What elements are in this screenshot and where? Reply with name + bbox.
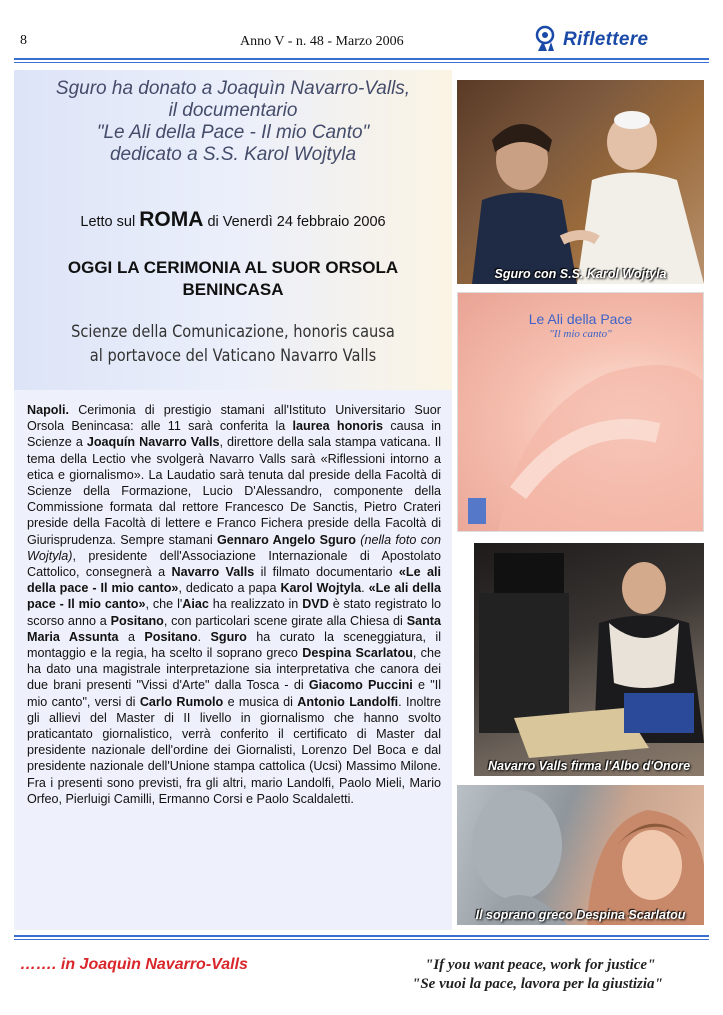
article-run: , direttore della sala stampa vaticana. Il tema della Lectio vhe svolgerà Navarro Valls sarà «Riflessioni intorno a etica e giornalismo». La Laudatio sarà tenuta dal preside della Facoltà di Scienze della Formazione, Lucio D'Alessandro, componente della Commissione formata dal rettore Francesco De Sanctis, Pietro Crateri preside della Facoltà di lettere e Franco Fichera preside della Facoltà di Giurisprudenza. Sempre stamani (27, 435, 442, 547)
article-run: causa in Scienze a (27, 419, 441, 450)
article-run: ha curato la sceneggiatura, il montaggio e la regia, ha scelto il soprano greco (27, 629, 441, 661)
header-rule-thin (14, 62, 709, 63)
article-run: Karol Wojtyla (280, 581, 362, 596)
photo3-caption: Navarro Valls firma l'Albo d'Onore (487, 759, 691, 773)
photo1-caption: Sguro con S.S. Karol Wojtyla (494, 267, 667, 281)
source-date: di Venerdì 24 febbraio 2006 (207, 214, 386, 230)
logo-icon (534, 24, 564, 59)
article-run: Napoli. (27, 403, 69, 417)
article-run: , che ha dato una magistrale interpretazione sia interpretativa che canora dei due brani presenti "Vissi d'Arte" dalla Tosca - di (27, 646, 441, 693)
article-subtitle: Scienze della Comunicazione, honoris causa al portavoce del Vaticano Navarro Valls (71, 322, 395, 366)
page-number: 8 (20, 33, 27, 48)
dvd-title: Le Ali della Pace (528, 311, 633, 327)
article-run: , presidente dell'Associazione Internazionale di Apostolato Cattolico, consegnerà a (27, 548, 441, 580)
article-run: Aiac (182, 597, 209, 612)
magazine-logo: Riflettere (563, 29, 649, 50)
article-run: Joaquín Navarro Valls (86, 435, 220, 450)
article-run: Despina Scarlatou (302, 646, 413, 661)
article-run: Carlo Rumolo (139, 694, 224, 709)
article-run: ha realizzato in (208, 597, 303, 612)
article-run: «Le ali della pace - Il mio canto» (27, 581, 441, 612)
article-run: , dedicato a papa (178, 581, 281, 596)
footer-rule (14, 935, 709, 937)
photo-sguro-wojtyla (457, 80, 704, 284)
dvd-cover (457, 292, 704, 532)
article-run: a (118, 629, 145, 644)
article-run: Antonio Landolfi (297, 694, 399, 709)
quote-english: "If you want peace, work for justice" (425, 957, 656, 973)
article-run: (nella foto con Wojtyla) (27, 532, 441, 563)
footer-title: ……. in Joaquìn Navarro-Valls (20, 956, 248, 973)
header-rule (14, 58, 709, 60)
issue-info: Anno V - n. 48 - Marzo 2006 (240, 34, 404, 49)
photo-navarro-valls-signing (474, 543, 704, 776)
article-run: Sguro (210, 629, 247, 644)
article-run: Gennaro Angelo Sguro (217, 532, 356, 547)
article-run: . Inoltre gli allievi del Master di II livello in giornalismo che hanno svolto praticantato giornalistico, verrà conferito il certificato di Master dal presidente nazionale dell'ordine dei Giornalisti, Lorenzo Del Boca e dal presidente nazionale dell'Unione stampa cattolica (Ucsi) Massimo Milone. Fra i presenti sono previsti, fra gli altri, mario Landolfi, Paolo Mieli, Mario Orfeo, Pierluigi Camilli, Ermanno Corsi e Paolo Scaldaletti. (27, 694, 442, 806)
article-run: e "Il mio canto", versi di (27, 678, 441, 709)
article-run: è stato registrato lo scorso anno a (27, 597, 441, 628)
article-run: il filmato documentario (254, 565, 399, 580)
article-run: , che l' (145, 597, 183, 612)
article-run: Giacomo Puccini (308, 678, 413, 693)
article-run: DVD (302, 597, 329, 612)
article-body (27, 402, 441, 807)
article-run: Cerimonia di prestigio stamani all'Istituto Universitario Suor Orsola Benincasa: alle 11 sarà conferita la (27, 403, 441, 434)
dvd-subtitle: "Il mio canto" (549, 328, 612, 340)
article-run: laurea honoris (292, 419, 384, 434)
article-run: . (197, 629, 211, 644)
footer-rule-thin (14, 939, 709, 940)
article-run: «Le ali della pace - Il mio canto» (27, 565, 441, 596)
headline: Sguro ha donato a Joaquìn Navarro-Valls, il documentario "Le Ali della Pace - Il mio Canto" dedicato a S.S. Karol Wojtyla (55, 78, 411, 165)
quote-italian: "Se vuoi la pace, lavora per la giustizia" (412, 976, 663, 992)
source-paper: ROMA (139, 208, 204, 231)
article-run: Santa Maria Assunta (27, 613, 441, 644)
source-prefix: Letto sul (80, 214, 136, 230)
article-run: Positano (144, 629, 198, 644)
article-run: Navarro Valls (171, 565, 255, 580)
article-run: . (361, 581, 369, 596)
article-run: e musica di (223, 694, 298, 709)
photo-despina-scarlatou (457, 785, 704, 925)
article-title: OGGI LA CERIMONIA AL SUOR ORSOLA BENINCASA (67, 258, 399, 299)
photo4-caption: Il soprano greco Despina Scarlatou (475, 908, 686, 922)
article-run: , con particolari scene girate alla Chiesa di (163, 613, 407, 628)
article-run: Positano (110, 613, 164, 628)
source-line (14, 208, 452, 232)
